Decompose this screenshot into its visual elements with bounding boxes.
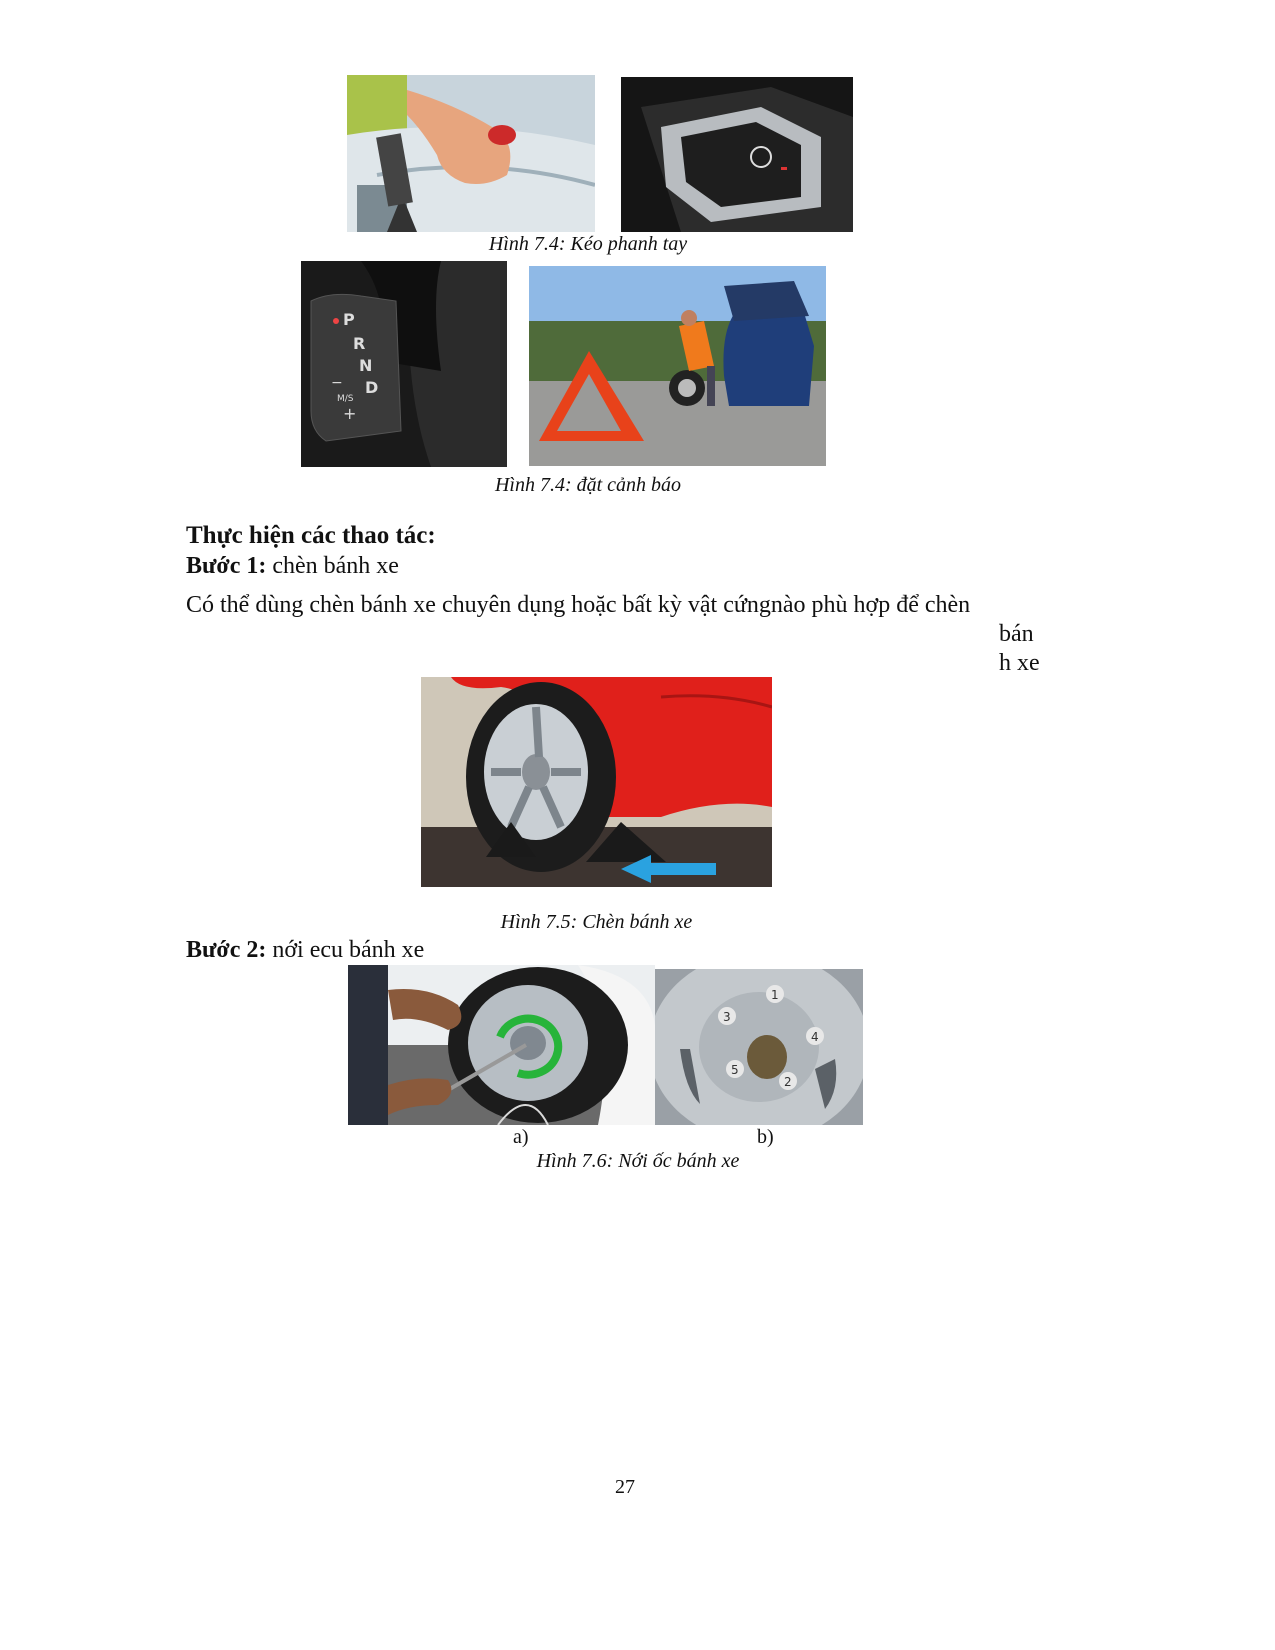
page-number: 27 — [615, 1476, 635, 1498]
body-paragraph-line: bán — [999, 621, 1034, 647]
body-paragraph-line: Có thể dùng chèn bánh xe chuyên dụng hoặc bất kỳ vật cứngnào phù hợp để chèn — [186, 592, 971, 618]
body-paragraph-line: h xe — [999, 650, 1040, 676]
gear-label-d: D — [365, 378, 379, 397]
gear-shifter-image — [301, 261, 507, 467]
loosening-wheel-nuts-image — [348, 965, 655, 1125]
figure-caption: Hình 7.6: Nới ốc bánh xe — [536, 1150, 740, 1172]
step-2-text: nới ecu bánh xe — [266, 937, 425, 963]
figure-caption: Hình 7.5: Chèn bánh xe — [500, 911, 693, 933]
gear-label-ms: M/S — [337, 394, 354, 404]
gear-label-p: P — [343, 310, 355, 329]
step-1-label: Bước 1: — [186, 553, 267, 579]
gear-label-minus: − — [331, 375, 343, 391]
gear-label-plus: + — [343, 404, 357, 423]
subfigure-label-a: a) — [513, 1126, 529, 1148]
gear-label-n: N — [359, 356, 373, 375]
figure-caption: Hình 7.4: đặt cảnh báo — [494, 474, 682, 496]
electronic-parking-brake-button-image — [621, 77, 853, 232]
bolt-number-5: 5 — [731, 1063, 739, 1077]
warning-triangle-roadside-image — [529, 266, 826, 466]
section-heading: Thực hiện các thao tác: — [186, 522, 436, 549]
step-2 — [186, 937, 424, 964]
step-2-label: Bước 2: — [186, 937, 267, 963]
hand-pulling-parking-brake-image — [347, 75, 595, 232]
bolt-number-2: 2 — [784, 1075, 792, 1089]
step-1-text: chèn bánh xe — [266, 553, 399, 579]
bolt-number-4: 4 — [811, 1030, 819, 1044]
figure-caption: Hình 7.4: Kéo phanh tay — [488, 233, 688, 255]
bolt-number-3: 3 — [723, 1010, 731, 1024]
bolt-number-1: 1 — [771, 988, 779, 1002]
gear-label-r: R — [353, 334, 366, 353]
subfigure-label-b: b) — [757, 1126, 774, 1148]
step-1 — [186, 553, 399, 580]
lug-nut-tightening-order-image — [655, 969, 863, 1125]
wheel-chock-image — [421, 677, 772, 887]
